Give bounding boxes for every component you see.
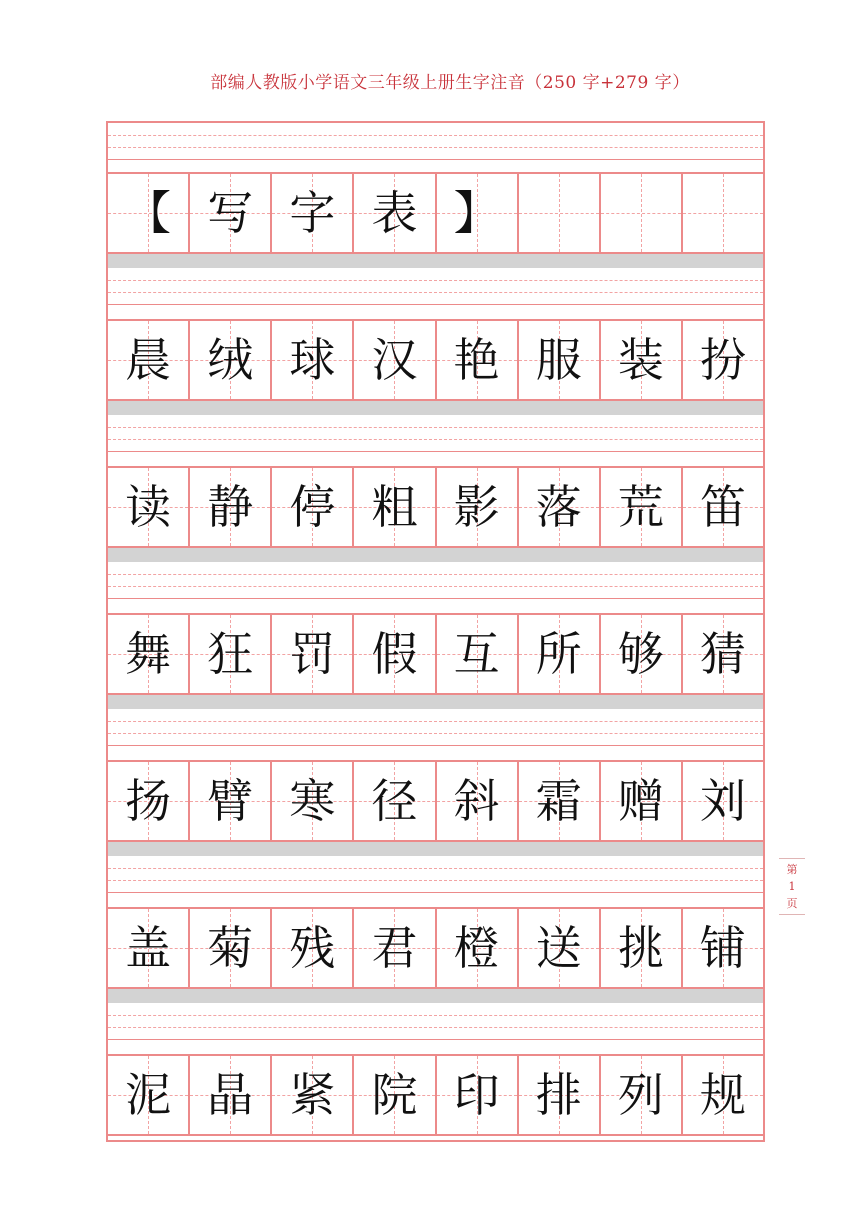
character: 规 bbox=[699, 1068, 746, 1122]
grid-cell bbox=[601, 615, 683, 693]
character: 送 bbox=[535, 921, 582, 975]
grid-cell bbox=[190, 321, 272, 399]
character: 残 bbox=[289, 921, 336, 975]
grid-cell bbox=[683, 909, 763, 987]
heading-char: 写 bbox=[207, 186, 254, 240]
grid-cell bbox=[354, 468, 436, 546]
character: 假 bbox=[371, 627, 418, 681]
pinyin-band bbox=[108, 1003, 763, 1052]
page-number-value: 1 bbox=[788, 880, 796, 893]
char-row-1 bbox=[108, 319, 763, 401]
character: 静 bbox=[207, 480, 254, 534]
grid-cell bbox=[519, 762, 601, 840]
grid-cell bbox=[354, 174, 436, 252]
character: 影 bbox=[453, 480, 500, 534]
character: 泥 bbox=[125, 1068, 172, 1122]
grid-cell bbox=[108, 1056, 190, 1134]
grid-cell bbox=[108, 174, 190, 252]
grid-cell bbox=[190, 762, 272, 840]
character: 互 bbox=[453, 627, 500, 681]
grid-cell bbox=[519, 468, 601, 546]
character: 盖 bbox=[125, 921, 172, 975]
grid-cell bbox=[272, 762, 354, 840]
grid-cell bbox=[108, 468, 190, 546]
grid-cell bbox=[272, 468, 354, 546]
grid-cell bbox=[519, 909, 601, 987]
grid-cell bbox=[272, 174, 354, 252]
character: 列 bbox=[617, 1068, 664, 1122]
character: 院 bbox=[371, 1068, 418, 1122]
character: 铺 bbox=[699, 921, 746, 975]
grid-cell bbox=[354, 1056, 436, 1134]
grid-cell bbox=[108, 321, 190, 399]
grid-cell bbox=[108, 909, 190, 987]
grid-cell bbox=[683, 1056, 763, 1134]
character: 汉 bbox=[371, 333, 418, 387]
grid-cell bbox=[519, 174, 601, 252]
heading-char: 字 bbox=[289, 186, 336, 240]
character: 扬 bbox=[125, 774, 172, 828]
grid-cell bbox=[437, 909, 519, 987]
character: 霜 bbox=[535, 774, 582, 828]
row-separator bbox=[108, 401, 763, 415]
character: 晶 bbox=[207, 1068, 254, 1122]
character: 菊 bbox=[207, 921, 254, 975]
grid-cell bbox=[683, 762, 763, 840]
grid-cell bbox=[354, 615, 436, 693]
character: 臂 bbox=[207, 774, 254, 828]
character: 读 bbox=[125, 480, 172, 534]
pinyin-band bbox=[108, 856, 763, 905]
grid-cell bbox=[601, 468, 683, 546]
heading-char: 】 bbox=[453, 186, 500, 240]
grid-cell bbox=[437, 615, 519, 693]
writing-grid-sheet bbox=[106, 121, 765, 1142]
character: 装 bbox=[617, 333, 664, 387]
character: 狂 bbox=[207, 627, 254, 681]
grid-cell bbox=[683, 174, 763, 252]
pinyin-band bbox=[108, 123, 763, 172]
pinyin-band bbox=[108, 562, 763, 611]
grid-cell bbox=[601, 321, 683, 399]
row-separator bbox=[108, 989, 763, 1003]
page-title: 部编人教版小学语文三年级上册生字注音（250 字+279 字） bbox=[210, 73, 690, 93]
character: 落 bbox=[535, 480, 582, 534]
grid-cell bbox=[272, 321, 354, 399]
heading-char: 【 bbox=[125, 186, 172, 240]
pinyin-band bbox=[108, 415, 763, 464]
char-row-6 bbox=[108, 1054, 763, 1136]
grid-cell bbox=[437, 174, 519, 252]
grid-cell bbox=[519, 321, 601, 399]
character: 橙 bbox=[453, 921, 500, 975]
grid-cell bbox=[354, 909, 436, 987]
char-row-2 bbox=[108, 466, 763, 548]
grid-cell bbox=[437, 1056, 519, 1134]
grid-cell bbox=[272, 615, 354, 693]
character: 径 bbox=[371, 774, 418, 828]
grid-cell bbox=[519, 1056, 601, 1134]
character: 服 bbox=[535, 333, 582, 387]
grid-cell bbox=[190, 468, 272, 546]
grid-cell bbox=[272, 1056, 354, 1134]
row-separator bbox=[108, 548, 763, 562]
character: 粗 bbox=[371, 480, 418, 534]
character: 球 bbox=[289, 333, 336, 387]
character: 笛 bbox=[699, 480, 746, 534]
grid-cell bbox=[437, 321, 519, 399]
char-row-5 bbox=[108, 907, 763, 989]
char-row-4 bbox=[108, 760, 763, 842]
character: 紧 bbox=[289, 1068, 336, 1122]
grid-cell bbox=[437, 762, 519, 840]
grid-cell bbox=[683, 615, 763, 693]
character: 停 bbox=[289, 480, 336, 534]
row-separator bbox=[108, 842, 763, 856]
character: 刘 bbox=[699, 774, 746, 828]
grid-cell bbox=[272, 909, 354, 987]
grid-cell bbox=[601, 1056, 683, 1134]
character: 寒 bbox=[289, 774, 336, 828]
character: 君 bbox=[371, 921, 418, 975]
row-separator bbox=[108, 695, 763, 709]
page-suffix: 页 bbox=[786, 897, 798, 910]
pinyin-band bbox=[108, 268, 763, 317]
character: 赠 bbox=[617, 774, 664, 828]
grid-cell bbox=[601, 762, 683, 840]
grid-cell bbox=[601, 174, 683, 252]
character: 艳 bbox=[453, 333, 500, 387]
grid-cell bbox=[519, 615, 601, 693]
grid-cell bbox=[108, 615, 190, 693]
character: 印 bbox=[453, 1068, 500, 1122]
character: 舞 bbox=[125, 627, 172, 681]
character: 所 bbox=[535, 627, 582, 681]
grid-cell bbox=[190, 174, 272, 252]
grid-cell bbox=[437, 468, 519, 546]
char-row-3 bbox=[108, 613, 763, 695]
page-number bbox=[779, 858, 805, 915]
grid-cell bbox=[190, 615, 272, 693]
grid-cell bbox=[601, 909, 683, 987]
grid-cell bbox=[683, 321, 763, 399]
heading-row bbox=[108, 172, 763, 254]
character: 晨 bbox=[125, 333, 172, 387]
grid-cell bbox=[354, 762, 436, 840]
pinyin-band bbox=[108, 709, 763, 758]
heading-char: 表 bbox=[371, 186, 418, 240]
character: 绒 bbox=[207, 333, 254, 387]
grid-cell bbox=[190, 909, 272, 987]
character: 挑 bbox=[617, 921, 664, 975]
character: 斜 bbox=[453, 774, 500, 828]
grid-cell bbox=[683, 468, 763, 546]
row-separator bbox=[108, 254, 763, 268]
character: 罚 bbox=[289, 627, 336, 681]
character: 荒 bbox=[617, 480, 664, 534]
character: 够 bbox=[617, 627, 664, 681]
character: 排 bbox=[535, 1068, 582, 1122]
character: 猜 bbox=[699, 627, 746, 681]
page-prefix: 第 bbox=[786, 863, 798, 876]
grid-cell bbox=[190, 1056, 272, 1134]
character: 扮 bbox=[699, 333, 746, 387]
grid-cell bbox=[354, 321, 436, 399]
grid-cell bbox=[108, 762, 190, 840]
